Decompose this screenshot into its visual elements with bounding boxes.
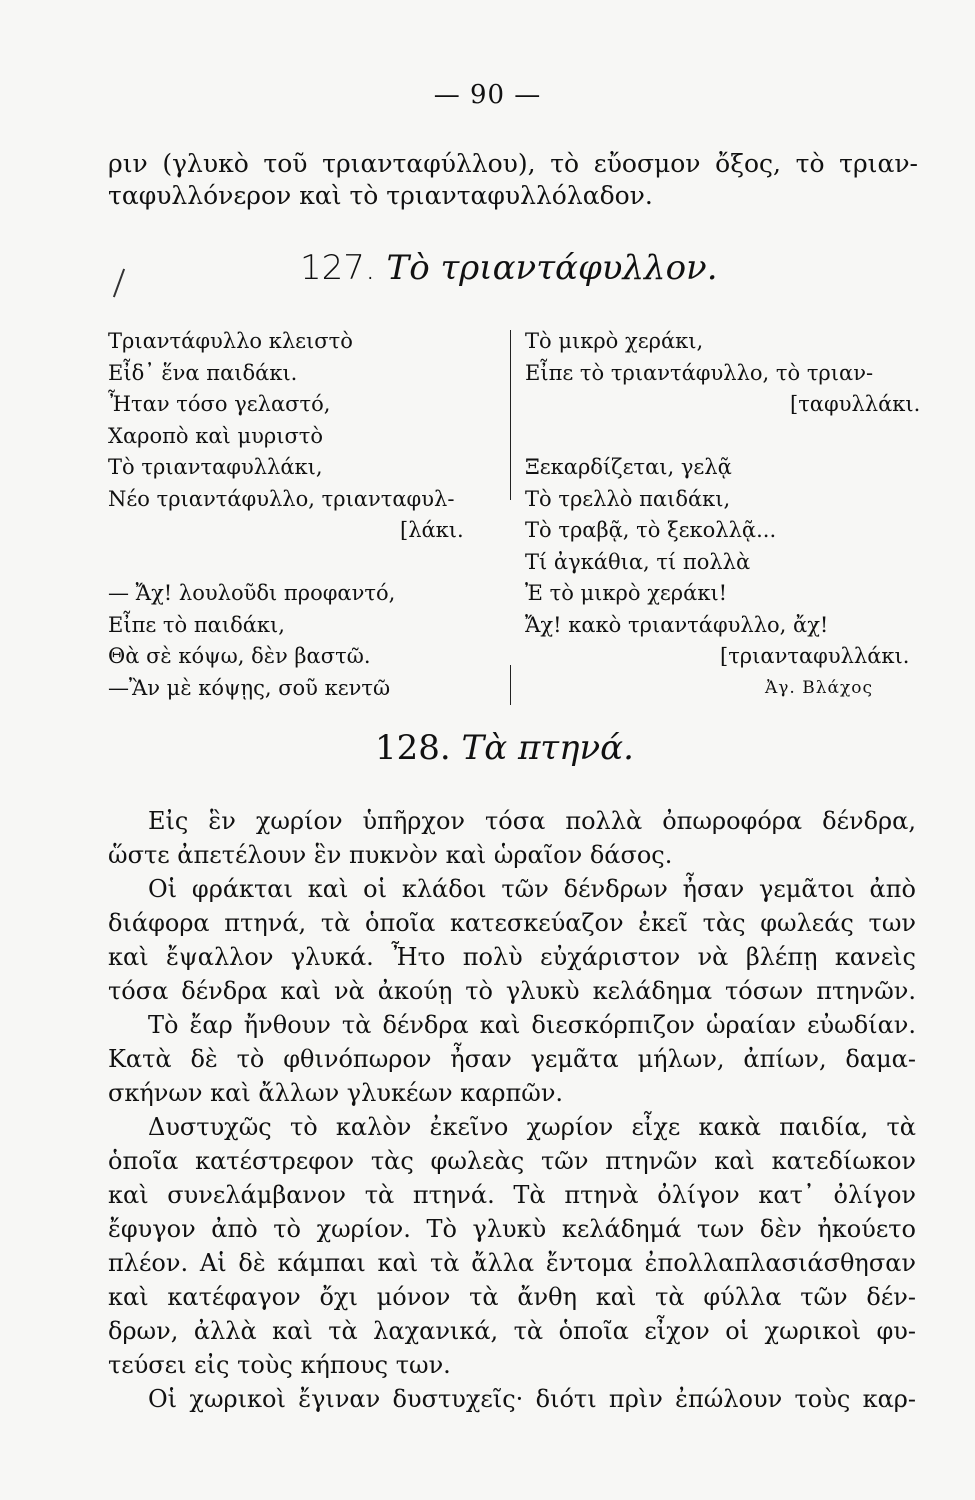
poem-line: Ἐ τὸ μικρὸ χεράκι! [525, 581, 728, 605]
section-128-title: Τὰ πτηνά. [461, 728, 634, 768]
paragraph-line: Δυστυχῶς τὸ καλὸν ἐκεῖνο χωρίον εἶχε κακὰ παιδία, τὰ [148, 1113, 916, 1141]
paragraph-line: ὁποῖα κατέστρεφον τὰς φωλεὰς τῶν πτηνῶν καὶ κατεδίωκον [108, 1147, 916, 1175]
section-128-number: 128. [375, 728, 451, 768]
poem-stanza-break [525, 421, 935, 453]
poem-left-column [108, 326, 498, 704]
poem-line: Ξεκαρδίζεται, γελᾷ [525, 455, 732, 479]
paragraph-line: διάφορα πτηνά, τὰ ὁποῖα κατεσκεύαζον ἐκεῖ τὰς φωλεάς των [108, 909, 916, 937]
section-127-heading [300, 248, 718, 288]
poem-line: [τριανταφυλλάκι. [720, 644, 910, 668]
poem-line: — Ἄχ! λουλοῦδι προφαντό, [108, 581, 396, 605]
poem-line: Θὰ σὲ κόψω, δὲν βαστῶ. [108, 644, 371, 668]
poem-stanza-break [108, 547, 498, 579]
paragraph-line: δρων, ἀλλὰ καὶ τὰ λαχανικά, τὰ ὁποῖα εἶχον οἱ χωρικοὶ φυ- [108, 1317, 916, 1345]
poem-line: Τὸ τριανταφυλλάκι, [108, 455, 323, 479]
column-divider [510, 330, 511, 500]
intro-line-1: ριν (γλυκὸ τοῦ τριανταφύλλου), τὸ εὔοσμον ὄξος, τὸ τριαν- [108, 149, 918, 178]
paragraph-line: Κατὰ δὲ τὸ φθινόπωρον ἦσαν γεμᾶτα μήλων, ἀπίων, δαμα- [108, 1045, 916, 1073]
paragraph-line: τεύσει εἰς τοὺς κήπους των. [108, 1351, 451, 1379]
poem-right-column [525, 326, 935, 704]
paragraph-line: ἔφυγον ἀπὸ τὸ χωρίον. Τὸ γλυκὺ κελάδημά των δὲν ἠκούετο [108, 1215, 916, 1243]
section-128-heading [375, 728, 634, 768]
poem-line: Νέο τριαντάφυλλο, τριανταφυλ- [108, 486, 455, 511]
poem-line: Τὸ τραβᾷ, τὸ ξεκολλᾷ... [525, 518, 777, 542]
paragraph-line: πλέον. Αἱ δὲ κάμπαι καὶ τὰ ἄλλα ἔντομα ἐπολλαπλασιάσθησαν [108, 1249, 916, 1277]
paragraph-line: Εἰς ἓν χωρίον ὑπῆρχον τόσα πολλὰ ὀπωροφόρα δένδρα, [148, 807, 916, 835]
paragraph-line: καὶ κατέφαγον ὄχι μόνον τὰ ἄνθη καὶ τὰ φύλλα τῶν δέν- [108, 1283, 916, 1311]
paragraph-line: Οἱ φράκται καὶ οἱ κλάδοι τῶν δένδρων ἦσαν γεμᾶτοι ἀπὸ [148, 875, 916, 903]
poem-author-signature: Ἀγ. Βλάχος [765, 677, 874, 698]
poem-line: —Ἂν μὲ κόψῃς, σοῦ κεντῶ [108, 675, 391, 700]
poem-line: Τὸ τρελλὸ παιδάκι, [525, 486, 731, 511]
poem-line: Τριαντάφυλλο κλειστὸ [108, 329, 353, 353]
poem-line: Ἦταν τόσο γελαστό, [108, 392, 331, 416]
paragraph-line: Τὸ ἔαρ ἤνθουν τὰ δένδρα καὶ διεσκόρπιζον ὡραίαν εὐωδίαν. [148, 1011, 916, 1039]
poem-line: Τὸ μικρὸ χεράκι, [525, 329, 704, 353]
intro-line-2: ταφυλλόνερον καὶ τὸ τριανταφυλλόλαδον. [108, 181, 653, 210]
poem-line: Εἶπε τὸ τριαντάφυλλο, τὸ τριαν- [525, 360, 874, 385]
paragraph-line: καὶ συνελάμβανον τὰ πτηνά. Τὰ πτηνὰ ὀλίγον κατ᾽ ὀλίγον [108, 1181, 916, 1209]
section-127-number: 127. [300, 248, 376, 288]
poem-line: Ἄχ! κακὸ τριαντάφυλλο, ἄχ! [525, 612, 829, 637]
poem-line: Χαροπὸ καὶ μυριστὸ [108, 423, 324, 448]
poem-line: Εἶπε τὸ παιδάκι, [108, 612, 285, 637]
poem-line: [ταφυλλάκι. [790, 392, 921, 416]
column-divider [510, 665, 511, 705]
paragraph-line: καὶ ἔψαλλον γλυκά. Ἦτο πολὺ εὐχάριστον νὰ βλέπῃ κανεὶς [108, 943, 916, 971]
poem-line: [λάκι. [400, 518, 464, 542]
paragraph-line: σκήνων καὶ ἄλλων γλυκέων καρπῶν. [108, 1079, 564, 1107]
section-127-title: Τὸ τριαντάφυλλον. [386, 248, 718, 288]
margin-mark [113, 269, 125, 298]
paragraph-line: Οἱ χωρικοὶ ἔγιναν δυστυχεῖς· διότι πρὶν ἐπώλουν τοὺς καρ- [148, 1385, 916, 1413]
poem-line: Τί ἀγκάθια, τί πολλὰ [525, 549, 751, 574]
poem-line: Εἶδ᾽ ἕνα παιδάκι. [108, 360, 298, 385]
paragraph-line: ὥστε ἀπετέλουν ἓν πυκνὸν καὶ ὡραῖον δάσος. [108, 841, 673, 869]
paragraph-line: τόσα δένδρα καὶ νὰ ἀκούῃ τὸ γλυκὺ κελάδημα τόσων πτηνῶν. [108, 977, 916, 1005]
page-number: — 90 — [433, 80, 542, 110]
